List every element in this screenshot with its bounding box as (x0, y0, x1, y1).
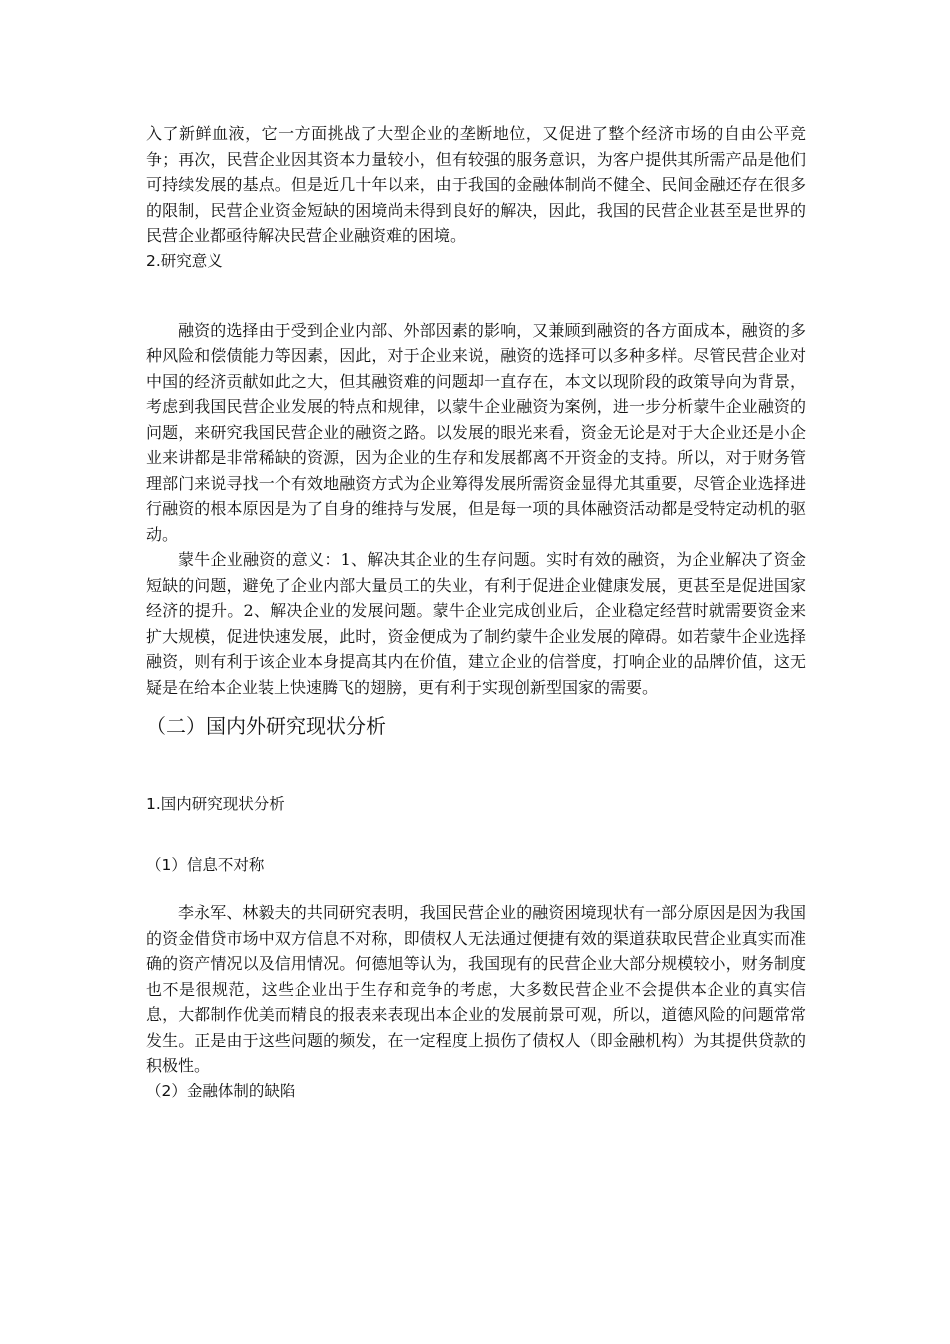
intro-paragraph: 入了新鲜血液，它一方面挑战了大型企业的垄断地位，又促进了整个经济市场的自由公平竞争；再次，民营企业因其资本力量较小，但有较强的服务意识，为客户提供其所需产品是他们可持续发展的基点。但是近几十年以来，由于我国的金融体制尚不健全、民间金融还存在很多的限制，民营企业资金短缺的困境尚未得到良好的解决，因此，我国的民营企业甚至是世界的民营企业都亟待解决民营企业融资难的困境。 (146, 124, 806, 245)
spacer (146, 274, 806, 318)
spacer (146, 878, 806, 900)
spacer (146, 742, 806, 792)
significance-paragraph-2: 蒙牛企业融资的意义：1、解决其企业的生存问题。实时有效的融资，为企业解决了资金短缺的问题，避免了企业内部大量员工的失业，有利于促进企业健康发展，更甚至是促进国家经济的提升。2、解决企业的发展问题。蒙牛企业完成创业后，企业稳定经营时就需要资金来扩大规模，促进快速发展，此时，资金便成为了制约蒙牛企业发展的障碍。如若蒙牛企业选择融资，则有利于该企业本身提高其内在价值，建立企业的信誉度，打响企业的品牌价值，这无疑是在给本企业装上快速腾飞的翅膀，更有利于实现创新型国家的需要。 (146, 550, 806, 697)
heading-section-2: （二）国内外研究现状分析 (146, 714, 386, 738)
heading-domestic-research: 1.国内研究现状分析 (146, 795, 285, 813)
heading-financial-system-defects: （2）金融体制的缺陷 (146, 1081, 296, 1100)
spacer (146, 700, 806, 710)
heading-information-asymmetry: （1）信息不对称 (146, 856, 265, 874)
heading-research-significance: 2.研究意义 (146, 251, 223, 270)
document-body (146, 121, 806, 1104)
significance-paragraph-1: 融资的选择由于受到企业内部、外部因素的影响，又兼顾到融资的各方面成本，融资的多种风险和偿债能力等因素，因此，对于企业来说，融资的选择可以多种多样。尽管民营企业对中国的经济贡献如此之大，但其融资难的问题却一直存在，本文以现阶段的政策导向为背景，考虑到我国民营企业发展的特点和规律，以蒙牛企业融资为案例，进一步分析蒙牛企业融资的问题，来研究我国民营企业的融资之路。以发展的眼光来看，资金无论是对于大企业还是小企业来讲都是非常稀缺的资源，因为企业的生存和发展都离不开资金的支持。所以，对于财务管理部门来说寻找一个有效地融资方式为企业筹得发展所需资金显得尤其重要，尽管企业选择进行融资的根本原因是为了自身的维持与发展，但是每一项的具体融资活动都是受特定动机的驱动。 (146, 320, 806, 544)
information-asymmetry-paragraph: 李永军、林毅夫的共同研究表明，我国民营企业的融资困境现状有一部分原因是因为我国的资金借贷市场中双方信息不对称，即债权人无法通过便捷有效的渠道获取民营企业真实而准确的资产情况以及信用情况。何德旭等认为，我国现有的民营企业大部分规模较小，财务制度也不是很规范，这些企业出于生存和竞争的考虑，大多数民营企业不会提供本企业的真实信息，大都制作优美而精良的报表来表现出本企业的发展前景可观，所以，道德风险的问题常常发生。正是由于这些问题的频发，在一定程度上损伤了债权人（即金融机构）为其提供贷款的积极性。 (146, 903, 806, 1075)
spacer (146, 817, 806, 853)
